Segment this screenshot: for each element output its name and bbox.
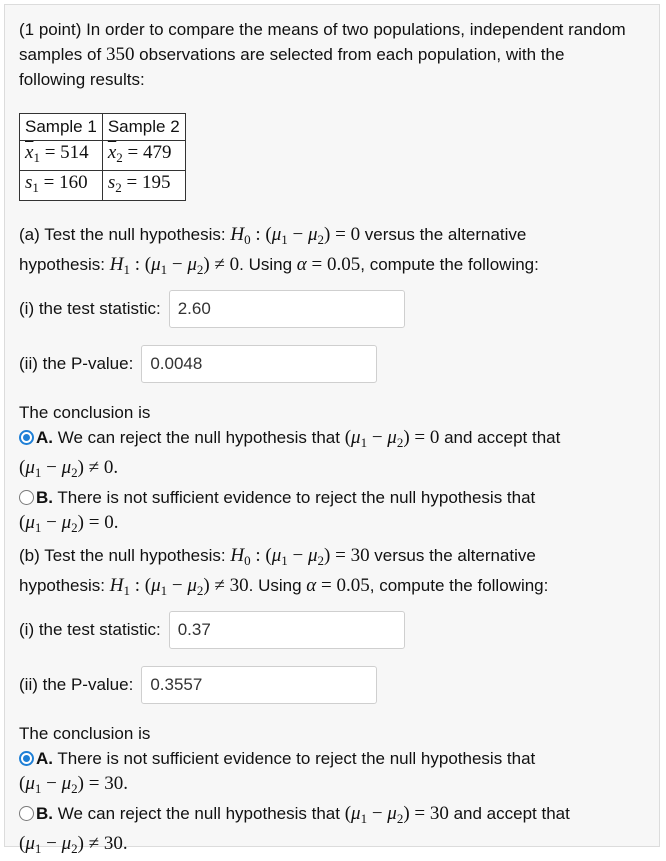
intro-line-2	[19, 42, 626, 67]
option-letter: A.	[36, 428, 53, 447]
part-b-stat-row	[19, 611, 405, 649]
part-a-option-a-radio[interactable]	[19, 430, 34, 445]
part-a-option-b-radio[interactable]	[19, 490, 34, 505]
part-a-alpha: 0.05	[327, 254, 361, 275]
intro-line-3: following results:	[19, 70, 145, 89]
part-b-text: . Using	[248, 576, 307, 595]
table-row-sd	[20, 171, 186, 201]
option-value: 0	[429, 427, 440, 448]
part-b-option-a-cont: $(\mu_1 - \mu_2) = 30$.	[19, 773, 128, 796]
mean-2-value: 479	[142, 142, 172, 163]
part-a-p-label: (ii) the P-value:	[19, 354, 134, 373]
part-a-conclusion-label: The conclusion is	[19, 403, 151, 422]
part-a-text: . Using	[239, 255, 297, 274]
part-a-stat-row	[19, 290, 405, 328]
intro-line-1: (1 point) In order to compare the means of two populations, independent random	[19, 20, 626, 39]
option-letter: A.	[36, 749, 53, 768]
option-text: We can reject the null hypothesis that	[53, 804, 345, 823]
problem-panel	[4, 4, 660, 856]
part-b-line-2: hypothesis: $H_1$ : $(\mu_1 - \mu_2) \ne 30$. Using α = 0.05, compute the following:	[19, 575, 549, 598]
option-value: 30	[429, 803, 449, 824]
part-a-conclusion	[19, 400, 560, 540]
part-a-option-a[interactable]: A. We can reject the null hypothesis that $(\mu_1 - \mu_2) = 0$ and accept that	[19, 425, 560, 455]
intro-text-part: samples of	[19, 45, 106, 64]
option-value: 30	[104, 773, 124, 794]
samples-table	[19, 113, 186, 201]
part-b-text: hypothesis:	[19, 576, 110, 595]
part-a-text: hypothesis:	[19, 255, 110, 274]
part-a-null-value: 0	[350, 224, 361, 245]
part-b-line-1: (b) Test the null hypothesis: $H_0$ : $(\mu_1 - \mu_2) = 30$ versus the alternative	[19, 545, 536, 568]
part-a-line-1: (a) Test the null hypothesis: $H_0$ : $(\mu_1 - \mu_2) = 0$ versus the alternative	[19, 224, 527, 247]
part-a-option-a-cont: $(\mu_1 - \mu_2) \ne 0$.	[19, 457, 119, 480]
part-b-statement	[19, 543, 548, 603]
part-a-option-b-cont: $(\mu_1 - \mu_2) = 0$.	[19, 512, 119, 535]
option-text: There is not sufficient evidence to reject the null hypothesis that	[53, 488, 536, 507]
part-a-line-2: hypothesis: $H_1$ : $(\mu_1 - \mu_2) \ne 0$. Using α = 0.05, compute the following:	[19, 254, 539, 277]
part-b-null-value: 30	[350, 545, 370, 566]
sd-1-value: 160	[59, 172, 88, 193]
header-sample-1: Sample 1	[20, 114, 103, 141]
part-b-text: versus the alternative	[369, 546, 536, 565]
part-a-p-value-input[interactable]	[141, 345, 377, 383]
option-letter: B.	[36, 488, 53, 507]
sd-2-value: 195	[141, 172, 171, 193]
part-a-statement	[19, 222, 539, 282]
part-a-text: versus the alternative	[360, 225, 527, 244]
part-b-alt-value: 30	[229, 575, 249, 596]
intro-text-part: observations are selected from each population, with the	[134, 45, 565, 64]
mean-sample-1: $\overline{x}_1 = 514$	[20, 141, 103, 171]
part-b-p-value-input[interactable]	[141, 666, 377, 704]
sd-sample-1: $s_1 = 160$	[20, 171, 103, 201]
part-b-stat-label: (i) the test statistic:	[19, 620, 161, 639]
option-text: We can reject the null hypothesis that	[53, 428, 345, 447]
sample-size: 350	[105, 44, 135, 65]
part-b-alpha: 0.05	[336, 575, 370, 596]
part-b-p-label: (ii) the P-value:	[19, 675, 134, 694]
option-text: and accept that	[448, 804, 570, 823]
part-b-text: , compute the following:	[369, 576, 549, 595]
part-b-test-statistic-input[interactable]	[169, 611, 405, 649]
header-sample-2: Sample 2	[102, 114, 185, 141]
table-row-means	[20, 141, 186, 171]
part-a-test-statistic-input[interactable]	[169, 290, 405, 328]
sd-sample-2: $s_2 = 195$	[102, 171, 185, 201]
option-text: There is not sufficient evidence to reject the null hypothesis that	[53, 749, 536, 768]
part-b-conclusion-label: The conclusion is	[19, 724, 151, 743]
intro-text	[19, 17, 626, 92]
mean-1-value: 514	[60, 142, 89, 163]
part-a-alt-value: 0	[229, 254, 240, 275]
option-value: 30	[103, 833, 123, 854]
part-a-text: (a) Test the null hypothesis:	[19, 225, 231, 244]
part-b-p-row	[19, 666, 377, 704]
mean-sample-2: $\overline{x}_2 = 479$	[102, 141, 185, 171]
part-a-stat-label: (i) the test statistic:	[19, 299, 161, 318]
part-b-option-a-radio[interactable]	[19, 751, 34, 766]
part-b-option-b[interactable]: B. We can reject the null hypothesis that $(\mu_1 - \mu_2) = 30$ and accept that	[19, 801, 570, 831]
part-a-p-row	[19, 345, 377, 383]
part-b-conclusion	[19, 721, 570, 861]
option-value: 0	[104, 512, 114, 533]
part-b-option-b-cont: $(\mu_1 - \mu_2) \ne 30$.	[19, 833, 128, 856]
part-a-option-b[interactable]	[19, 485, 560, 510]
option-text: and accept that	[439, 428, 561, 447]
option-value: 0	[103, 457, 114, 478]
table-header-row	[20, 114, 186, 141]
part-b-text: (b) Test the null hypothesis:	[19, 546, 231, 565]
option-letter: B.	[36, 804, 53, 823]
part-b-option-a[interactable]	[19, 746, 570, 771]
part-a-text: , compute the following:	[360, 255, 539, 274]
part-b-option-b-radio[interactable]	[19, 806, 34, 821]
